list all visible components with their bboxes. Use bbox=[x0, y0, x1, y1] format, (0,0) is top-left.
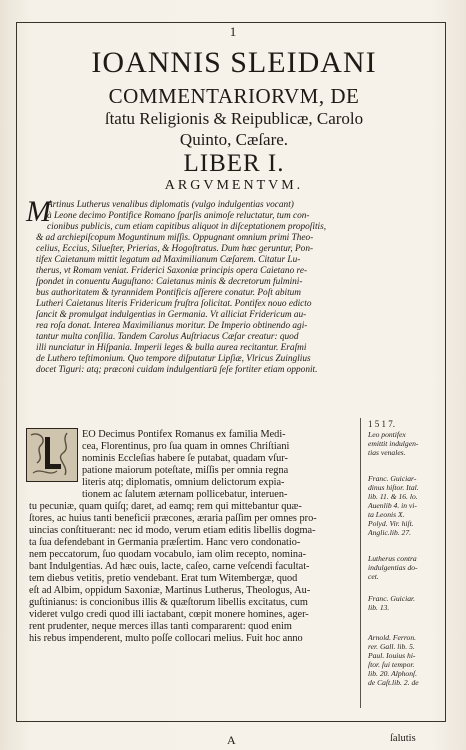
body-line: rent prudenter, neque merces illas tanti compararent: quod enim bbox=[29, 621, 292, 632]
margin-note: lib. 11. & 16. lo. bbox=[368, 492, 418, 501]
argument-line: & ad archiepiſcopum Moguntinum miſſis. Oppugnant omnium primi Theo- bbox=[36, 233, 314, 243]
argument-line: illi nunciatur in Hiſpania. Imperii leges & bulla aurea recitantur. Eraſmi bbox=[36, 343, 307, 353]
argument-line: de Luthero teſtimonium. Quo tempore diſputatur Lipſiæ, Vlricus Zuinglius bbox=[36, 354, 311, 364]
margin-note: Paul. Iouius hi- bbox=[368, 651, 416, 660]
body-line: EO Decimus Pontifex Romanus ex familia Medi- bbox=[82, 429, 286, 440]
margin-note: ta Leonis X. bbox=[368, 510, 405, 519]
argument-line: Artinus Lutherus venalibus diplomatis (vulgo indulgentias vocant) bbox=[47, 200, 294, 210]
margin-note: Polyd. Vir. hiſt. bbox=[368, 519, 414, 528]
margin-note: ſtor. ſui tempor. bbox=[368, 660, 415, 669]
argument-line: docet Tiguri: atq; præconi cuidam indulgentiarū ſeſe fortiter etiam opponit. bbox=[36, 365, 318, 375]
argument-line: tantur multa conſilia. Tandem Carolus Auſtriacus Cæſar creatur: quod bbox=[36, 332, 299, 342]
margin-note: lib. 13. bbox=[368, 603, 390, 612]
catchword: ſalutis bbox=[390, 733, 416, 744]
margin-note: Franc. Guiciar- bbox=[368, 474, 417, 483]
argument-line: bus authoritatem & tyrannidem Pontificis aſſerere conatur. Poſt abitum bbox=[36, 288, 302, 298]
argument-line: cionibus publicis, cum etiam capitibus aliquot in diſceptationem propoſitis, bbox=[47, 222, 327, 232]
signature-mark: A bbox=[227, 733, 236, 747]
body-line: tionem ac ſalutem æternam pollicebatur, interuen- bbox=[82, 489, 288, 500]
body-line: bant Indulgentias. Ad hæc ouis, lacte, caſeo, carne veſcendi facultat- bbox=[29, 561, 310, 572]
margin-note: Franc. Guiciar. bbox=[368, 594, 416, 603]
body-line: literis atq; diplomatis, omnium delictorum expia- bbox=[82, 477, 285, 488]
argument-line: tifex Caietanum mittit legatum ad Maximilianum Cæſarem. Citatur Lu- bbox=[36, 255, 301, 265]
argument-heading: ARGVMENTVM. bbox=[164, 178, 304, 193]
margin-note: Lutherus contra bbox=[368, 554, 417, 563]
body-line: ta ſua defendebant in Germania præſertim. Hanc vero condonatio- bbox=[29, 537, 301, 548]
body-line: his rebus impenderent, multo poſſe collocari melius. Fuit hoc anno bbox=[29, 633, 303, 644]
body-line: guſtinianus: is concionibus illis & quæſtorum libellis excitatus, cum bbox=[29, 597, 308, 608]
margin-note: cet. bbox=[368, 572, 379, 581]
argument-line: therus, vt Romam veniat. Friderici Saxoniæ principis opera Caietano re- bbox=[36, 266, 308, 276]
margin-note: rer. Gall. lib. 5. bbox=[368, 642, 415, 651]
margin-note: indulgentias do- bbox=[368, 563, 418, 572]
margin-note: lib. 20. Alphonſ. bbox=[368, 669, 418, 678]
margin-note: emittit indulgen- bbox=[368, 439, 419, 448]
margin-note: dinus hiſtor. Ital. bbox=[368, 483, 419, 492]
body-line: nem peccatorum, ſuo quodam vocabulo, iam olim recepto, nomina- bbox=[29, 549, 307, 560]
margin-note: Auenlib 4. in vi- bbox=[368, 501, 417, 510]
body-line: tu pecuniæ, quam quiſq; daret, ad eamq; rem qui mittebantur quæ- bbox=[29, 501, 302, 512]
argument-initial: M bbox=[26, 195, 51, 228]
margin-rule bbox=[360, 418, 361, 708]
argument-line: celius, Eccius, Silueſter, Prierias, & Hogoſtratus. Dum hæc geruntur, Pon- bbox=[36, 244, 314, 254]
title-work: COMMENTARIORVM, DE bbox=[108, 84, 360, 108]
margin-note: tias venales. bbox=[368, 448, 406, 457]
body-line: uincias conſtituerant: nec id modo, verum etiam editis libellis dogma- bbox=[29, 525, 316, 536]
margin-note: de Caſt.lib. 2. de bbox=[368, 678, 419, 687]
margin-note-year: 1 5 1 7. bbox=[368, 419, 395, 429]
argument-line: rea roſa donat. Interea Maximilianus moritur. De Imperio obtinendo agi- bbox=[36, 321, 308, 331]
book-heading: LIBER I. bbox=[183, 150, 285, 177]
body-line: ſtores, ac huius tanti beneficii præcones, æraria paſſim per omnes pro- bbox=[29, 513, 317, 524]
body-line: tem diebus vetitis, pretio vendebant. Erat tum Witembergæ, quod bbox=[29, 573, 298, 584]
margin-note: Arnold. Ferron. bbox=[368, 633, 417, 642]
title-author: IOANNIS SLEIDANI bbox=[91, 46, 377, 79]
body-line: cea, Florentinus, pro ſua quam in omnes Chriſtiani bbox=[82, 441, 290, 452]
margin-note: Leo pontifex bbox=[368, 430, 406, 439]
title-subject-end: Quinto, Cæſare. bbox=[179, 130, 289, 149]
argument-line: ſpondet in conuentu Auguſtano: Caietanus minis & decretorum fulmini- bbox=[36, 277, 303, 287]
body-line: nominis Eccleſias habere ſe putabat, quadam vſur- bbox=[82, 453, 288, 464]
page-number: 1 bbox=[229, 24, 237, 39]
argument-line: à Leone decimo Pontifice Romano ſparſis animoſe reluctatur, tum con- bbox=[47, 211, 310, 221]
margin-note: Anglic.lib. 27. bbox=[368, 528, 412, 537]
title-subject: ſtatu Religionis & Reipublicæ, Carolo bbox=[104, 109, 364, 128]
decorated-initial-l-icon bbox=[26, 428, 78, 482]
body-line: eſt ad Albim, oppidum Saxoniæ, Martinus Lutherus, Theologus, Au- bbox=[29, 585, 311, 596]
argument-line: ſancit & promulgat indulgentias in Germania. Vt alliciat Fridericum au- bbox=[36, 310, 307, 320]
body-line: patione maiorum poteſtate, miſſis per omnia regna bbox=[82, 465, 289, 476]
body-line: videret vulgo credi quod illi iactabant, cœpit monere homines, ager- bbox=[29, 609, 309, 620]
argument-line: Lutheri Caietanus literis Fridericum fruſtra ſolicitat. Pontifex nouo edicto bbox=[36, 299, 312, 309]
